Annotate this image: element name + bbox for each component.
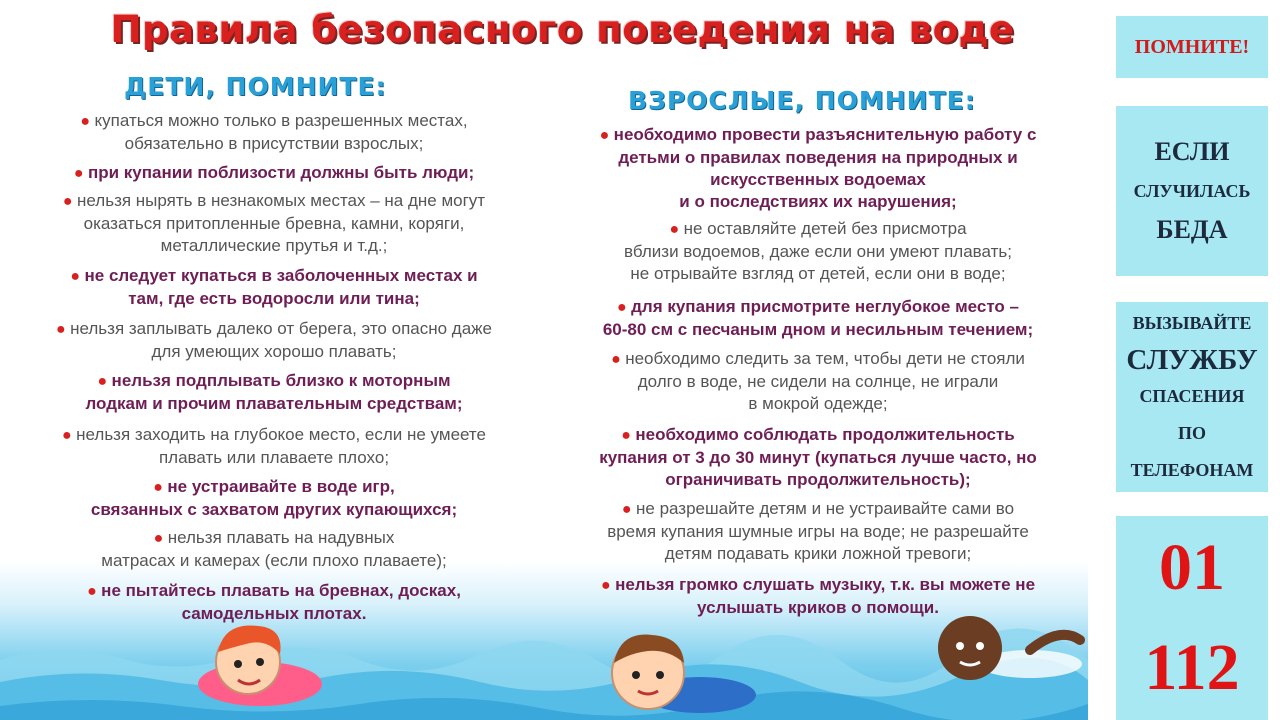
remember-box	[1116, 16, 1268, 78]
call-line-5: ТЕЛЕФОНАМ	[1130, 460, 1254, 480]
rule-text-line: там, где есть водоросли или тина;	[128, 289, 420, 308]
rule-text-line: плавать или плаваете плохо;	[158, 448, 390, 467]
bullet-icon: ●	[153, 530, 168, 547]
phone-numbers-box	[1116, 516, 1268, 720]
adults-rule	[548, 124, 1088, 213]
rule-text-line: матрасах и камерах (если плохо плаваете);	[101, 551, 447, 570]
bullet-icon: ●	[62, 193, 78, 210]
rule-text-line: необходимо провести разъяснительную работу с	[613, 125, 1037, 144]
kids-rule	[8, 265, 540, 310]
bullet-icon: ●	[87, 583, 102, 600]
rule-text-line: не следует купаться в заболоченных местах и	[84, 266, 478, 285]
call-rescue-box	[1116, 302, 1268, 492]
rule-text-line: лодкам и прочим плавательным средствам;	[85, 394, 463, 413]
rule-text-line: не устраивайте в воде игр,	[167, 477, 395, 496]
rule-text-line: нельзя нырять в незнакомых местах – на дне могут	[77, 191, 486, 210]
call-line-2: СЛУЖБУ	[1126, 344, 1258, 376]
bullet-icon: ●	[70, 268, 85, 285]
rule-text-line: детьми о правилах поведения на природных и	[618, 148, 1018, 167]
kids-rule	[8, 424, 540, 469]
bullet-icon: ●	[611, 351, 626, 368]
trouble-line-1: ЕСЛИ	[1154, 137, 1230, 166]
phone-number-112: 112	[1144, 631, 1240, 704]
bullet-icon: ●	[621, 501, 637, 518]
call-line-3: СПАСЕНИЯ	[1139, 386, 1245, 406]
if-trouble-box	[1116, 106, 1268, 276]
bullet-icon: ●	[621, 427, 636, 444]
kids-rule	[8, 370, 540, 415]
call-line-4: ПО	[1177, 423, 1206, 443]
rule-text-line: искусственных водоемах	[710, 170, 926, 189]
rule-text-line: связанных с захватом других купающихся;	[90, 500, 458, 519]
kids-rule	[8, 190, 540, 257]
kids-rule	[8, 527, 540, 572]
rule-text-line: нельзя плавать на надувных	[167, 528, 395, 547]
rule-text-line: для умеющих хорошо плавать;	[151, 342, 397, 361]
rule-text-line: не оставляйте детей без присмотра	[683, 219, 967, 238]
bullet-icon: ●	[80, 113, 95, 130]
adults-rule	[548, 498, 1088, 565]
kids-rule	[8, 162, 540, 185]
rule-text-line: необходимо следить за тем, чтобы дети не стояли	[625, 349, 1025, 368]
call-line-1: ВЫЗЫВАЙТЕ	[1132, 313, 1252, 333]
rule-text-line: 60-80 см с песчаным дном и несильным течением;	[602, 320, 1034, 339]
bullet-icon: ●	[55, 321, 71, 338]
rule-text-line: и о последствиях их нарушения;	[679, 192, 957, 211]
rule-text-line: не отрывайте взгляд от детей, если они в воде;	[630, 264, 1006, 283]
adults-rule	[548, 218, 1088, 285]
rule-text-line: время купания шумные игры на воде; не разрешайте	[607, 522, 1029, 541]
girl-swimmer-illustration	[180, 610, 340, 720]
rule-text-line: нельзя заходить на глубокое место, если не умеете	[76, 425, 486, 444]
rule-text-line: нельзя громко слушать музыку, т.к. вы можете не	[615, 575, 1036, 594]
rule-text-line: ограничивать продолжительность);	[665, 470, 971, 489]
bullet-icon: ●	[669, 221, 684, 238]
adults-heading: ВЗРОСЛЫЕ, ПОМНИТЕ:	[628, 86, 976, 115]
rule-text-line: не разрешайте детям и не устраивайте сами во	[636, 499, 1015, 518]
phone-number-01: 01	[1159, 531, 1225, 604]
adults-rule	[548, 424, 1088, 491]
rule-text-line: услышать криков о помощи.	[697, 598, 939, 617]
rule-text-line: вблизи водоемов, даже если они умеют плавать;	[624, 242, 1012, 261]
adults-rule	[548, 348, 1088, 415]
bullet-icon: ●	[600, 577, 616, 594]
rule-text-line: для купания присмотрите неглубокое место –	[631, 297, 1019, 316]
rule-text-line: нельзя заплывать далеко от берега, это опасно даже	[70, 319, 492, 338]
adults-rule	[548, 296, 1088, 341]
rule-text-line: необходимо соблюдать продолжительность	[635, 425, 1015, 444]
rule-text-line: купания от 3 до 30 минут (купаться лучше часто, но	[599, 448, 1037, 467]
boy-swimmer-illustration	[590, 615, 770, 720]
kids-rule	[8, 110, 540, 155]
rule-text-line: самодельных плотах.	[181, 604, 367, 623]
rule-text-line: детям подавать крики ложной тревоги;	[664, 544, 972, 563]
bullet-icon: ●	[73, 165, 88, 182]
bullet-icon: ●	[617, 299, 632, 316]
rule-text-line: обязательно в присутствии взрослых;	[124, 134, 424, 153]
rule-text-line: не пытайтесь плавать на бревнах, досках,	[101, 581, 461, 600]
bullet-icon: ●	[62, 427, 77, 444]
bullet-icon: ●	[153, 479, 168, 496]
rule-text-line: долго в воде, не сидели на солнце, не играли	[637, 372, 999, 391]
kids-heading: ДЕТИ, ПОМНИТЕ:	[124, 72, 387, 101]
dark-boy-swimmer-illustration	[920, 606, 1088, 696]
rule-text-line: нельзя подплывать близко к моторным	[111, 371, 451, 390]
rule-text-line: оказаться притопленные бревна, камни, коряги,	[83, 214, 465, 233]
rule-text-line: металлические прутья и т.д.;	[160, 236, 388, 255]
bullet-icon: ●	[97, 373, 112, 390]
rule-text-line: купаться можно только в разрешенных местах,	[94, 111, 468, 130]
rule-text-line: в мокрой одежде;	[748, 394, 888, 413]
kids-rule	[8, 476, 540, 521]
remember-label: ПОМНИТЕ!	[1134, 35, 1250, 58]
bullet-icon: ●	[599, 127, 614, 144]
trouble-line-2: СЛУЧИЛАСЬ	[1133, 181, 1251, 201]
rule-text-line: при купании поблизости должны быть люди;	[87, 163, 475, 182]
kids-rule	[8, 318, 540, 363]
trouble-line-3: БЕДА	[1156, 215, 1228, 244]
page-title: Правила безопасного поведения на воде	[110, 8, 1015, 51]
